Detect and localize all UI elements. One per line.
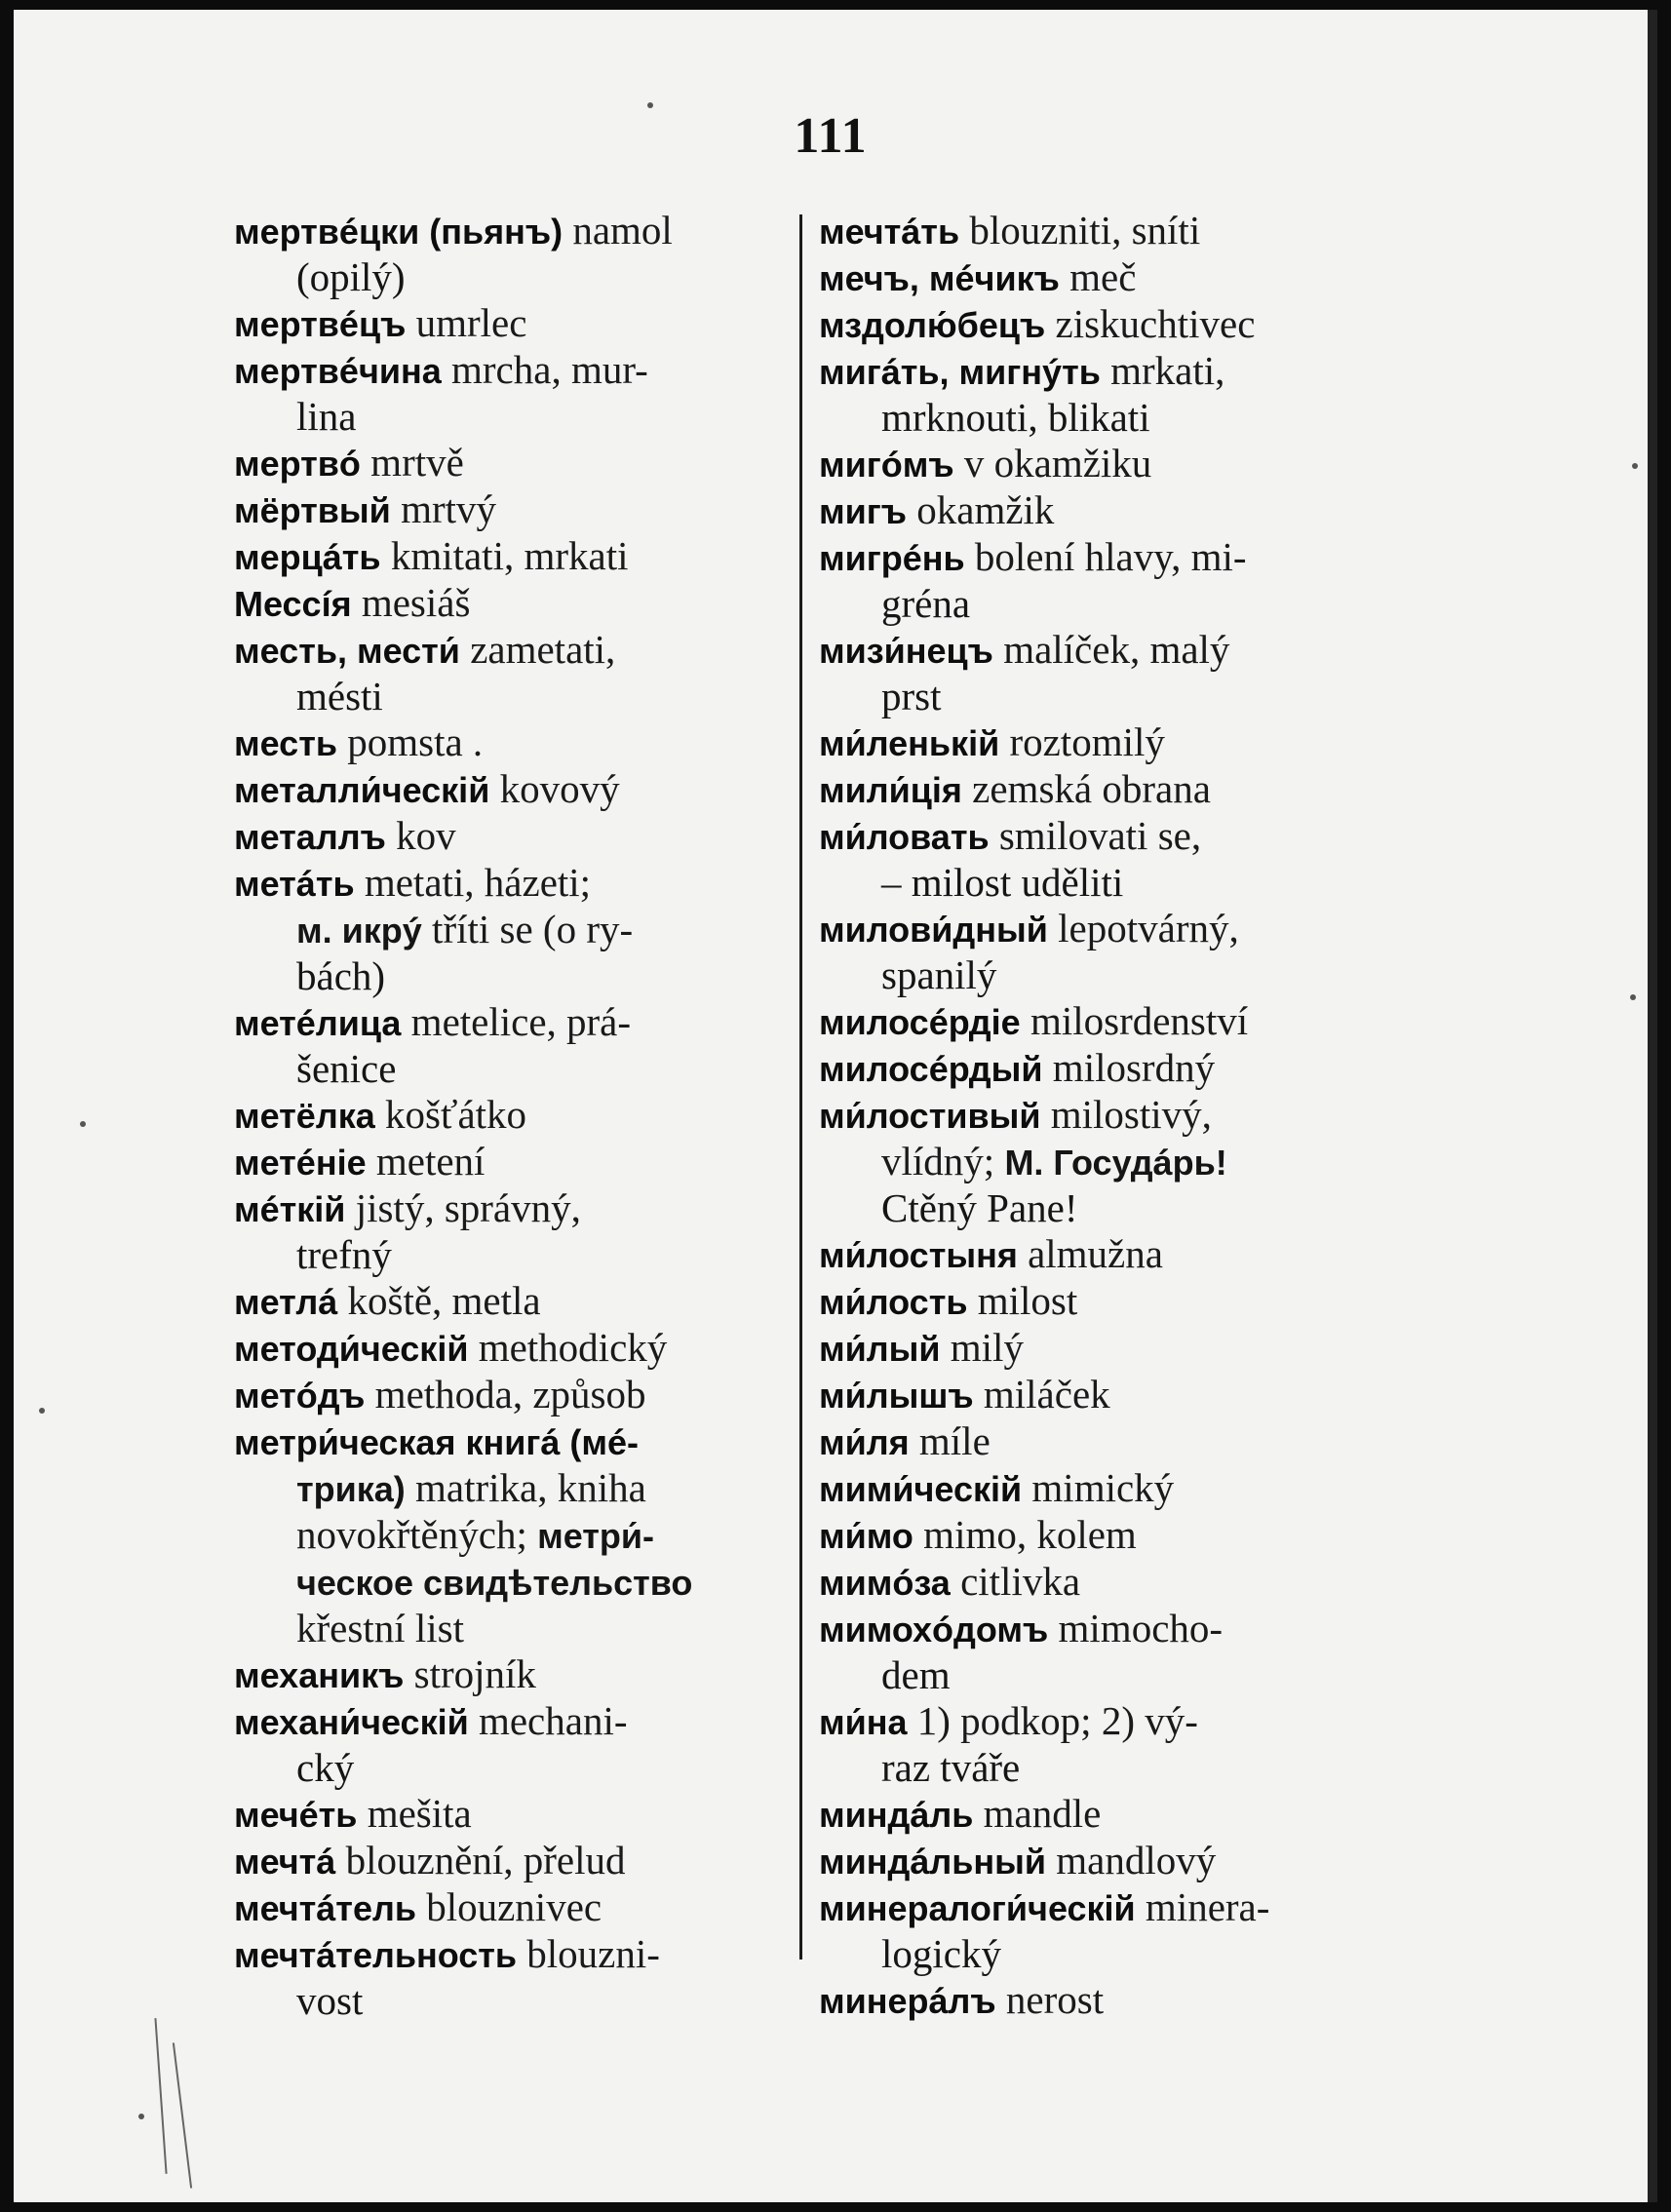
definition: mrtvě [370, 440, 464, 485]
dictionary-entry [819, 1512, 1404, 1559]
headword: метёлка [234, 1096, 375, 1136]
headword: методи́ческiй [234, 1329, 469, 1369]
dictionary-entry [819, 301, 1404, 348]
definition: bolení hlavy, mi- [974, 534, 1247, 579]
headword: мертвó [234, 444, 361, 484]
definition: mandle [983, 1791, 1102, 1836]
print-speck [1632, 463, 1638, 469]
definition: methoda, způsob [374, 1372, 646, 1416]
print-speck [1630, 994, 1636, 1000]
definition: blouzni- [526, 1931, 660, 1976]
definition: blouznivec [426, 1884, 602, 1929]
headword: мимóза [819, 1563, 951, 1603]
headword: м. икрý [296, 911, 422, 951]
headword: мигáть, мигнýть [819, 352, 1101, 392]
headword: минералоги́ческiй [819, 1888, 1136, 1928]
headword: ми́лость [819, 1282, 968, 1322]
headword: мерцáть [234, 537, 381, 577]
dictionary-entry [819, 1698, 1404, 1791]
dictionary-entry [234, 533, 809, 580]
headword: ми́лый [819, 1329, 941, 1369]
dictionary-entry [819, 348, 1404, 441]
headword: ми́лостыня [819, 1235, 1018, 1275]
dictionary-entry [819, 534, 1404, 627]
definition: zemská obrana [972, 766, 1211, 811]
headword: трика) [296, 1469, 406, 1509]
definition: mechani- [478, 1698, 628, 1743]
headword: ми́лостивый [819, 1096, 1041, 1136]
headword: метлá [234, 1282, 338, 1322]
dictionary-entry [819, 208, 1404, 254]
entry-continuation [234, 1606, 809, 1651]
dictionary-entry [819, 1465, 1404, 1512]
definition: mimo, kolem [923, 1512, 1137, 1557]
dictionary-entry [819, 1791, 1404, 1838]
dictionary-entry [819, 1838, 1404, 1884]
headword: метóдъ [234, 1376, 366, 1416]
definition: minera- [1145, 1884, 1270, 1929]
dictionary-entry [234, 440, 809, 486]
headword: мечтá [234, 1842, 336, 1882]
headword: мигрéнь [819, 538, 965, 578]
definition: 1) podkop; 2) vý- [916, 1698, 1198, 1743]
left-column [234, 208, 809, 2024]
headword: месть [234, 723, 337, 763]
headword: механи́ческiй [234, 1702, 469, 1742]
page-number: 111 [794, 108, 868, 164]
definition: namol [572, 208, 673, 252]
definition: v okamžiku [963, 441, 1152, 485]
entry-continuation [234, 907, 809, 953]
definition: umrlec [415, 300, 527, 345]
definition: mrcha, mur- [451, 347, 648, 392]
entry-continuation: Ctěný Pane! [881, 1185, 1078, 1230]
print-speck [647, 102, 653, 108]
definition: kovový [499, 766, 620, 811]
definition: citlivka [960, 1559, 1081, 1604]
headword: минерáлъ [819, 1981, 996, 2021]
headword: метéнiе [234, 1143, 367, 1183]
dictionary-entry [819, 1884, 1404, 1977]
headword: миндáльный [819, 1842, 1046, 1882]
dictionary-entry [819, 254, 1404, 301]
entry-continuation: trefný [296, 1232, 392, 1277]
definition: metati, házeti; [364, 860, 592, 905]
dictionary-entry [234, 1931, 809, 2024]
dictionary-entry [819, 1559, 1404, 1606]
headword: мечтáтель [234, 1888, 416, 1928]
dictionary-entry [819, 487, 1404, 534]
headword: Мессíя [234, 584, 352, 624]
definition: okamžik [916, 487, 1055, 532]
entry-continuation: lina [296, 394, 357, 439]
dictionary-entry [234, 1278, 809, 1325]
definition: metení [375, 1139, 486, 1184]
dictionary-entry [234, 813, 809, 860]
definition: mimický [1031, 1465, 1175, 1510]
headword: мимохóдомъ [819, 1610, 1049, 1649]
definition: křestní list [296, 1606, 464, 1650]
dictionary-entry [234, 860, 809, 999]
headword: механикъ [234, 1655, 405, 1695]
headword: мечтáть [819, 212, 960, 252]
print-speck [138, 2114, 144, 2119]
entry-continuation: logický [881, 1931, 1001, 1976]
entry-continuation: cký [296, 1745, 355, 1790]
definition: ziskuchtivec [1055, 301, 1256, 346]
headword: мигъ [819, 491, 907, 531]
definition: meč [1069, 254, 1137, 299]
headword: ми́лышъ [819, 1376, 974, 1416]
headword: ческое свидѣтельство [296, 1563, 693, 1603]
entry-continuation: prst [881, 674, 942, 718]
dictionary-entry [234, 719, 809, 766]
dictionary-entry [234, 1372, 809, 1418]
headword: мздолю́бецъ [819, 305, 1046, 345]
dictionary-page [14, 10, 1657, 2202]
definition: novokřtěných; [296, 1512, 527, 1557]
dictionary-entry [234, 208, 809, 300]
headword: мечéть [234, 1795, 358, 1835]
entry-continuation: mésti [296, 674, 383, 718]
headword: мигóмъ [819, 445, 954, 485]
definition: almužna [1028, 1231, 1163, 1276]
definition: blouznění, přelud [345, 1838, 626, 1882]
definition: milostivý, [1050, 1092, 1212, 1137]
headword: мертвéцки (пьянъ) [234, 212, 563, 252]
dictionary-entry [234, 1139, 809, 1185]
dictionary-entry [234, 1185, 809, 1278]
definition: blouzniti, sníti [969, 208, 1201, 252]
headword: ми́ловать [819, 817, 990, 857]
dictionary-entry [234, 1651, 809, 1698]
dictionary-entry [819, 1092, 1404, 1231]
definition: malíček, malý [1003, 627, 1230, 672]
headword: мими́ческiй [819, 1469, 1023, 1509]
right-column [819, 208, 1404, 2024]
headword: М. Госудáрь! [1004, 1143, 1227, 1183]
dictionary-entry [819, 766, 1404, 813]
definition: míle [918, 1418, 991, 1463]
definition: kov [396, 813, 456, 858]
headword: милосéрдый [819, 1049, 1043, 1089]
definition: milosrdný [1052, 1045, 1216, 1090]
dictionary-entry [234, 627, 809, 719]
headword: милови́дный [819, 910, 1048, 950]
definition: methodický [478, 1325, 668, 1370]
dictionary-entry [819, 813, 1404, 906]
entry-continuation: raz tváře [881, 1745, 1021, 1790]
binding-shadow [173, 2042, 192, 2188]
definition: metelice, prá- [410, 999, 632, 1044]
definition: roztomilý [1009, 719, 1165, 764]
definition: koště, metla [347, 1278, 541, 1323]
headword: мéткiй [234, 1189, 346, 1229]
dictionary-entry [234, 486, 809, 533]
headword: месть, мести́ [234, 631, 460, 671]
binding-shadow [154, 2018, 167, 2174]
headword: миндáль [819, 1795, 974, 1835]
headword: металли́ческiй [234, 770, 490, 810]
dictionary-entry [819, 1045, 1404, 1092]
dictionary-entry [819, 1977, 1404, 2024]
headword: мечъ, мéчикъ [819, 258, 1060, 298]
definition: mandlový [1056, 1838, 1217, 1882]
dictionary-entry [819, 1418, 1404, 1465]
entry-continuation [234, 1512, 809, 1559]
headword: мечтáтельность [234, 1935, 518, 1975]
entry-continuation: – milost uděliti [881, 860, 1124, 905]
definition: zametati, [470, 627, 616, 672]
entry-continuation [234, 1465, 809, 1512]
definition: matrika, kniha [415, 1465, 646, 1510]
definition: strojník [413, 1651, 536, 1696]
entry-continuation: dem [881, 1652, 951, 1697]
dictionary-entry [819, 627, 1404, 719]
headword: метéлица [234, 1003, 402, 1043]
dictionary-entry [234, 999, 809, 1092]
definition: mimocho- [1058, 1606, 1224, 1650]
definition: vlídný; [881, 1139, 995, 1184]
dictionary-entry [819, 441, 1404, 487]
dictionary-entry [819, 1325, 1404, 1372]
dictionary-entry [819, 1278, 1404, 1325]
definition: nerost [1005, 1977, 1105, 2022]
entry-continuation: gréna [881, 581, 971, 626]
definition: milosrdenství [1030, 998, 1249, 1043]
definition: milost [977, 1278, 1078, 1323]
headword: ми́ленькiй [819, 723, 1000, 763]
headword: метáть [234, 864, 355, 904]
definition: mrtvý [401, 486, 496, 531]
dictionary-entry [234, 1418, 809, 1651]
headword: ми́мо [819, 1516, 913, 1556]
headword: мизи́нецъ [819, 631, 993, 671]
definition: mrkati, [1110, 348, 1225, 393]
entry-continuation: mrknouti, blikati [881, 395, 1150, 440]
dictionary-entry [819, 906, 1404, 998]
definition: mešita [367, 1791, 472, 1836]
dictionary-entry [819, 1372, 1404, 1418]
definition: košťátko [385, 1092, 527, 1137]
dictionary-entry [234, 1838, 809, 1884]
headword: ми́ля [819, 1422, 910, 1462]
dictionary-entry [234, 580, 809, 627]
dictionary-entry [819, 719, 1404, 766]
dictionary-entry [234, 1884, 809, 1931]
headword: металлъ [234, 817, 386, 857]
headword: ми́на [819, 1702, 908, 1742]
print-speck [39, 1408, 45, 1414]
headword: милосéрдiе [819, 1002, 1021, 1042]
headword: мили́цiя [819, 770, 962, 810]
headword: мертвéцъ [234, 304, 407, 344]
headword: метри́ческая книгá (мé- [234, 1422, 639, 1462]
dictionary-entry [819, 1606, 1404, 1698]
dictionary-entry [234, 1791, 809, 1838]
dictionary-entry [234, 1698, 809, 1791]
entry-continuation: (opilý) [296, 254, 406, 299]
headword: метри́- [537, 1516, 655, 1556]
definition: lepotvárný, [1058, 906, 1239, 951]
definition: pomsta . [347, 719, 484, 764]
dictionary-entry [819, 998, 1404, 1045]
entry-continuation: vost [296, 1978, 364, 2023]
definition: kmitati, mrkati [390, 533, 629, 578]
print-speck [80, 1121, 86, 1127]
dictionary-entry [234, 766, 809, 813]
definition: milý [950, 1325, 1024, 1370]
definition: tříti se (o ry- [432, 907, 634, 951]
definition: mesiáš [361, 580, 471, 625]
entry-continuation: spanilý [881, 952, 997, 997]
dictionary-entry [234, 1092, 809, 1139]
definition: jistý, správný, [355, 1185, 581, 1230]
dictionary-entry [819, 1231, 1404, 1278]
entry-continuation: šenice [296, 1046, 397, 1091]
definition: smilovati se, [998, 813, 1202, 858]
dictionary-entry [234, 300, 809, 347]
headword: мёртвый [234, 490, 391, 530]
headword: мертвéчина [234, 351, 442, 391]
dictionary-entry [234, 1325, 809, 1372]
entry-continuation [234, 1559, 809, 1606]
entry-continuation [819, 1139, 1404, 1185]
entry-continuation: bách) [296, 953, 386, 998]
dictionary-entry [234, 347, 809, 440]
definition: miláček [983, 1372, 1110, 1416]
